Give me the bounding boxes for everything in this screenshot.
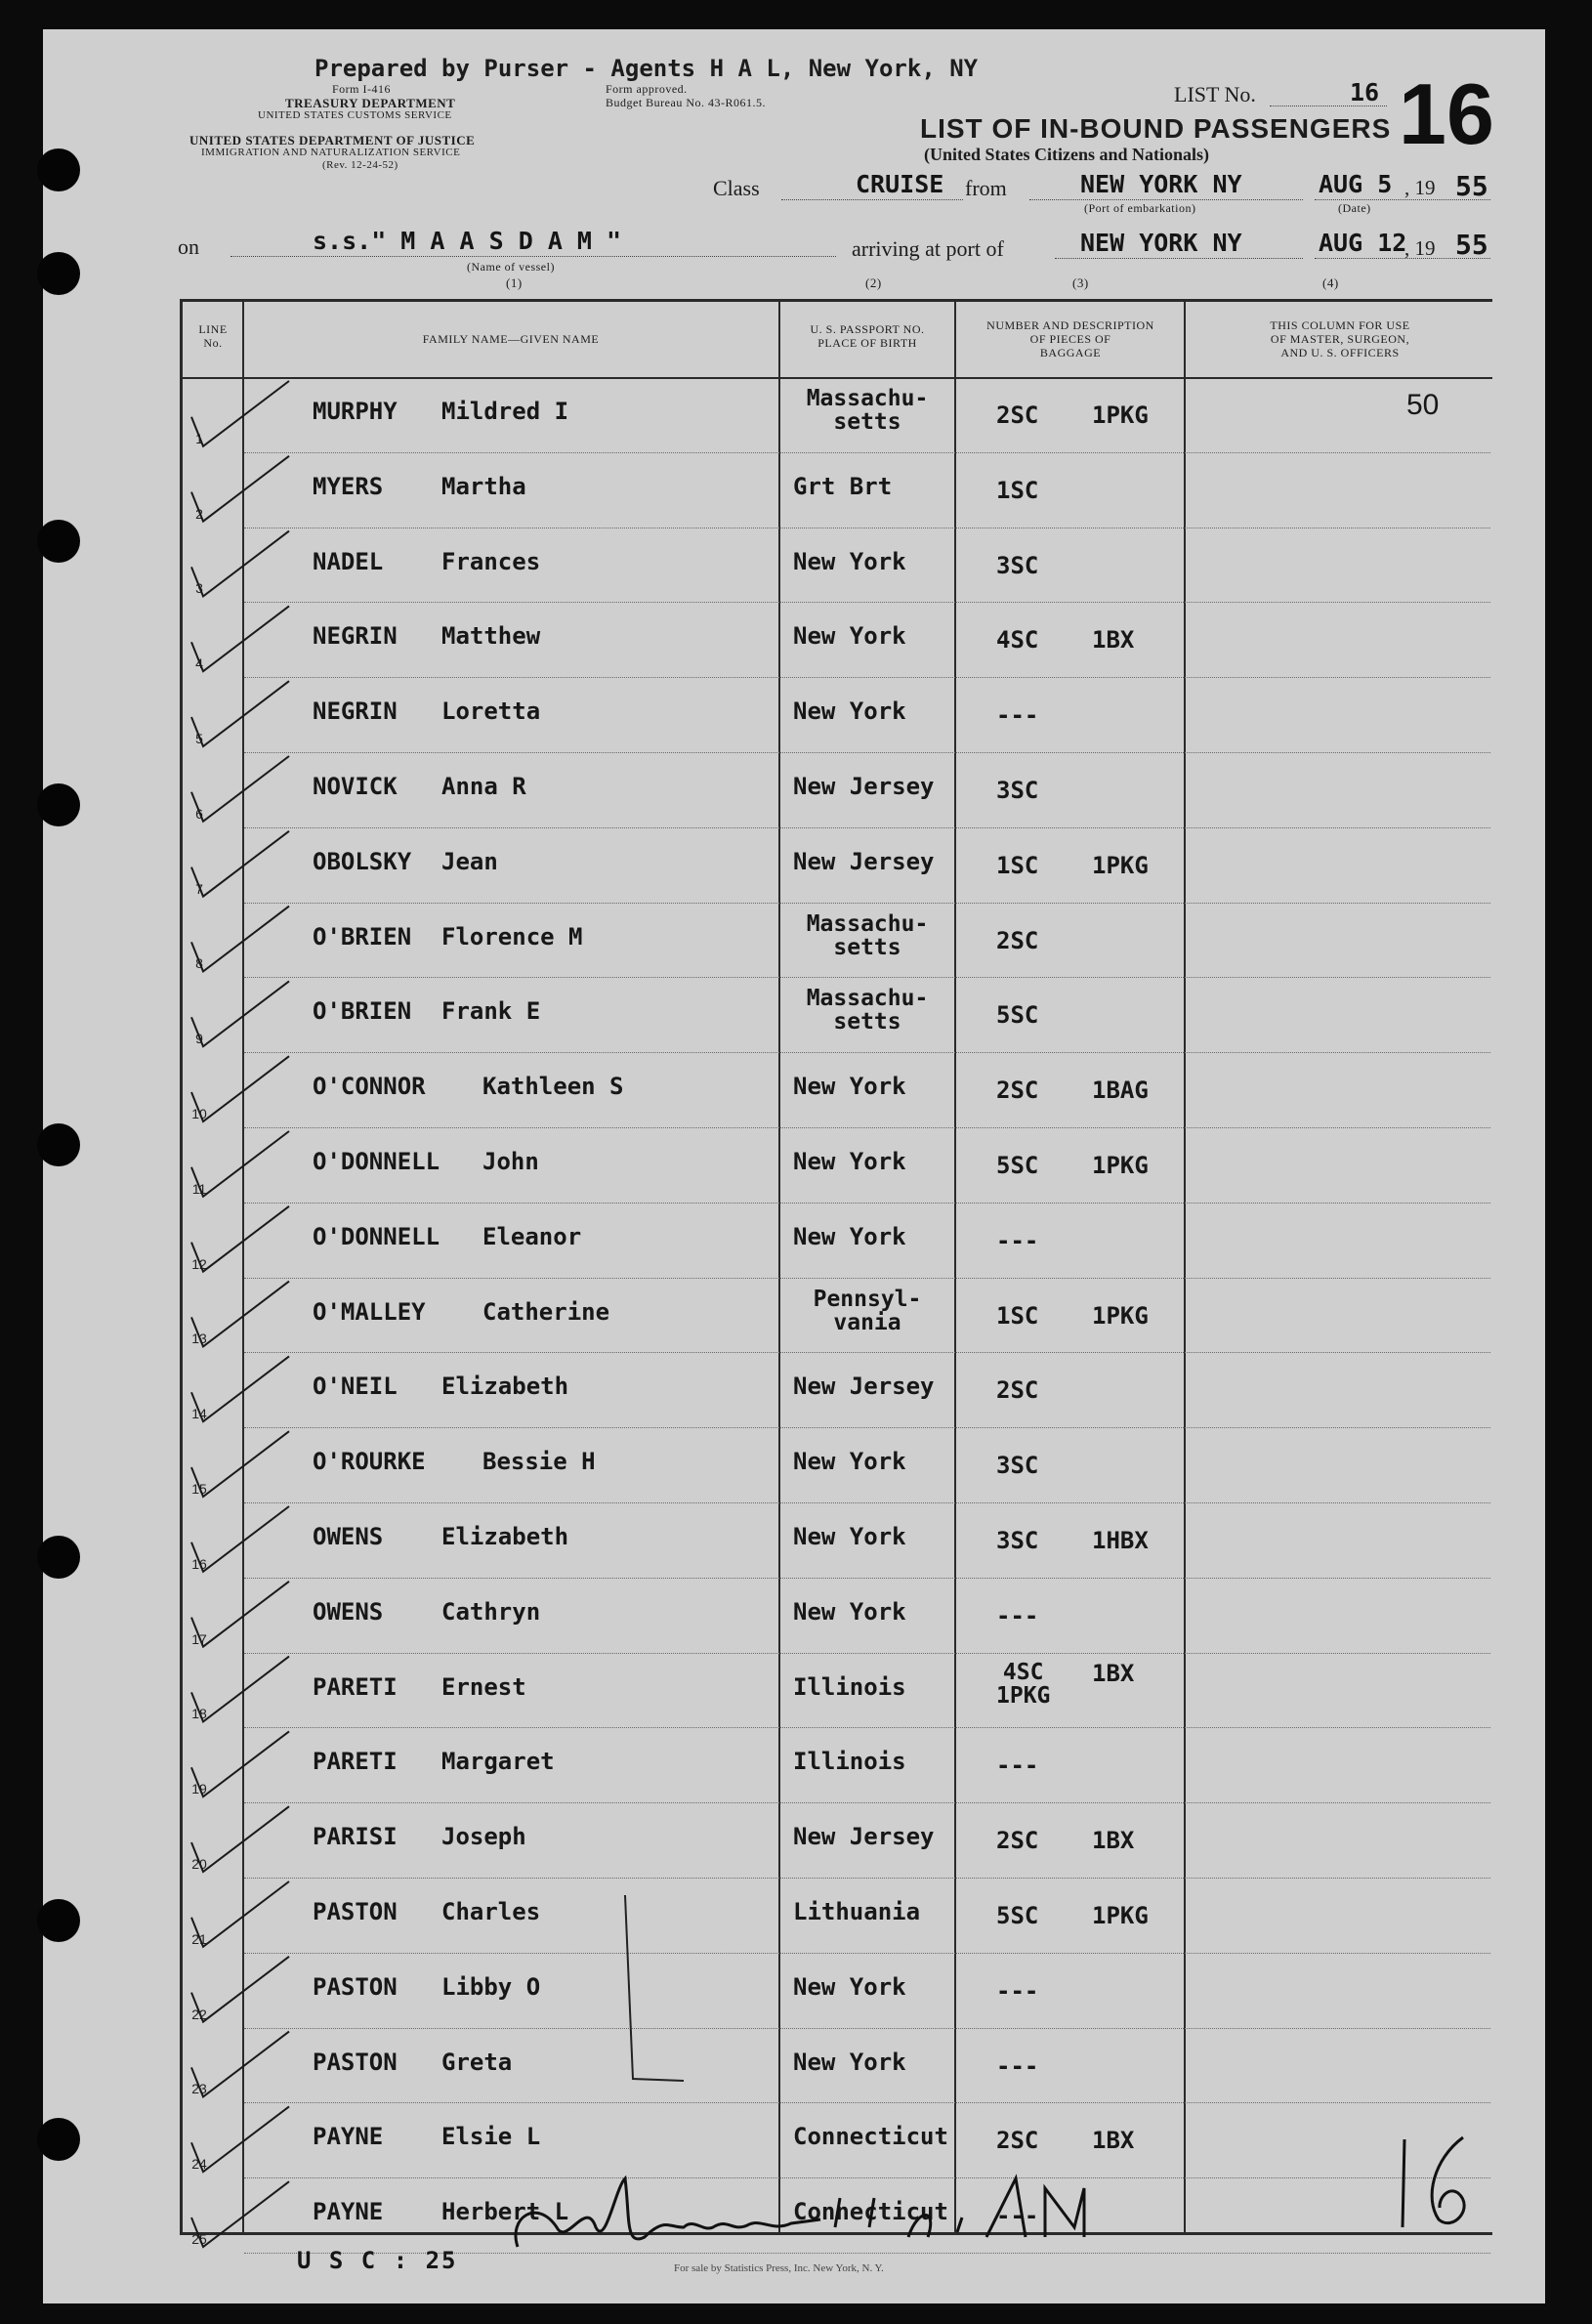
check-mark xyxy=(191,1431,289,1497)
family-name: PAYNE xyxy=(313,2123,384,2151)
family-name: PASTON xyxy=(313,1972,398,2001)
printer-note: For sale by Statistics Press, Inc. New York, N. Y. xyxy=(674,2262,884,2274)
given-name: Kathleen S xyxy=(482,1073,624,1101)
caption-1: (1) xyxy=(506,275,523,290)
line-number: 11 xyxy=(191,1180,207,1197)
given-name: Libby O xyxy=(441,1972,541,2001)
usc-total: U S C : 25 xyxy=(297,2247,458,2274)
baggage-count: 2SC xyxy=(996,1376,1039,1405)
baggage-count: 3SC xyxy=(996,777,1039,804)
form-approved: Form approved. xyxy=(606,82,688,96)
line-number: 23 xyxy=(191,2081,207,2097)
check-mark xyxy=(191,1582,289,1647)
family-name: O'DONNELL xyxy=(313,1222,440,1250)
treasury-dept: TREASURY DEPARTMENT xyxy=(285,96,456,110)
place-of-birth: Connecticut xyxy=(793,2123,948,2151)
place-of-birth: Grt Brt xyxy=(793,472,893,500)
col-name: FAMILY NAME—GIVEN NAME xyxy=(422,332,600,346)
col-passport: U. S. PASSPORT NO. PLACE OF BIRTH xyxy=(810,322,925,350)
caption-3: (3) xyxy=(1072,275,1089,290)
baggage-extra: 1PKG xyxy=(1092,401,1149,429)
given-name: Elizabeth xyxy=(441,1373,569,1401)
check-mark xyxy=(191,981,289,1046)
port-embark: NEW YORK NY xyxy=(1080,170,1242,198)
baggage-extra: 1BX xyxy=(1092,1827,1135,1855)
line-number: 8 xyxy=(195,955,203,972)
line-number: 24 xyxy=(191,2156,207,2173)
place-of-birth: Illinois xyxy=(793,1672,906,1701)
given-name: Cathryn xyxy=(441,1597,541,1626)
check-mark xyxy=(191,1806,289,1872)
baggage-count: --- xyxy=(996,701,1039,730)
ins-service: IMMIGRATION AND NATURALIZATION SERVICE xyxy=(201,147,461,158)
family-name: PARETI xyxy=(313,1748,398,1776)
baggage-count: 5SC xyxy=(996,1152,1039,1179)
family-name: O'MALLEY xyxy=(313,1297,426,1326)
line-number: 15 xyxy=(191,1481,207,1497)
arriving-label: arriving at port of xyxy=(852,236,1004,261)
place-of-birth: New York xyxy=(793,1148,906,1175)
check-mark xyxy=(191,1881,289,1947)
col-baggage: NUMBER AND DESCRIPTION OF PIECES OF BAGGAGE xyxy=(986,318,1154,359)
family-name: PASTON xyxy=(313,1898,398,1925)
on-label: on xyxy=(178,234,199,259)
baggage-count: --- xyxy=(996,1752,1039,1780)
line-number: 14 xyxy=(191,1406,207,1422)
line-number: 21 xyxy=(191,1930,207,1947)
arrival-port: NEW YORK NY xyxy=(1080,229,1242,257)
family-name: MYERS xyxy=(313,472,384,500)
check-mark xyxy=(191,1506,289,1572)
place-of-birth: New York xyxy=(793,622,906,651)
line-number: 17 xyxy=(191,1630,207,1647)
baggage-count: 2SC xyxy=(996,1077,1039,1105)
place-of-birth: New York xyxy=(793,1972,906,2001)
baggage-extra: 1HBX xyxy=(1092,1527,1149,1554)
baggage-count: --- xyxy=(996,1976,1039,2005)
arrival-date: AUG 12 xyxy=(1319,229,1407,257)
prepared-by: Prepared by Purser - Agents H A L, New York, NY xyxy=(314,55,979,82)
baggage-count: 4SC 1PKG xyxy=(996,1659,1051,1709)
caption-4: (4) xyxy=(1322,275,1339,290)
family-name: MURPHY xyxy=(313,398,398,425)
given-name: Catherine xyxy=(482,1297,610,1326)
baggage-count: 1SC xyxy=(996,476,1039,504)
family-name: O'BRIEN xyxy=(313,922,412,951)
place-of-birth: New Jersey xyxy=(793,847,935,875)
line-number: 22 xyxy=(191,2006,207,2022)
check-mark xyxy=(191,1056,289,1121)
baggage-count: 1SC xyxy=(996,1301,1039,1330)
baggage-count: 3SC xyxy=(996,551,1039,579)
baggage-count: 2SC xyxy=(996,926,1039,954)
given-name: Anna R xyxy=(441,773,526,800)
family-bracket xyxy=(625,1895,684,2081)
baggage-extra: 1PKG xyxy=(1092,1902,1149,1929)
justice-dept: UNITED STATES DEPARTMENT OF JUSTICE xyxy=(189,133,476,148)
baggage-count: 4SC xyxy=(996,626,1039,655)
baggage-count: 3SC xyxy=(996,1452,1039,1480)
place-of-birth: Lithuania xyxy=(793,1898,921,1925)
line-number: 4 xyxy=(195,655,203,672)
vessel-caption: (Name of vessel) xyxy=(467,260,555,274)
place-of-birth: New Jersey xyxy=(793,1373,935,1401)
revision: (Rev. 12-24-52) xyxy=(322,159,398,171)
place-of-birth: New Jersey xyxy=(793,1823,935,1851)
place-of-birth: Massachu- setts xyxy=(806,910,929,960)
line-number: 9 xyxy=(195,1031,203,1047)
place-of-birth: New York xyxy=(793,697,906,726)
check-mark xyxy=(191,456,289,522)
baggage-count: 5SC xyxy=(996,1902,1039,1929)
baggage-extra: 1PKG xyxy=(1092,1152,1149,1179)
check-mark xyxy=(191,756,289,822)
check-mark xyxy=(191,907,289,972)
baggage-count: 2SC xyxy=(996,1827,1039,1855)
check-mark xyxy=(191,1282,289,1347)
given-name: Ernest xyxy=(441,1672,526,1701)
port-embark-caption: (Port of embarkation) xyxy=(1084,201,1196,215)
line-number: 13 xyxy=(191,1331,207,1347)
baggage-count: 5SC xyxy=(996,1001,1039,1030)
line-number: 19 xyxy=(191,1781,207,1797)
baggage-extra: 1BX xyxy=(1092,2127,1135,2155)
baggage-count: 1SC xyxy=(996,851,1039,879)
check-mark xyxy=(191,1356,289,1421)
baggage-extra: 1BX xyxy=(1092,1659,1135,1687)
family-name: NOVICK xyxy=(313,773,398,800)
line-number: 6 xyxy=(195,805,203,822)
arrival-year-prefix: , 19 xyxy=(1404,236,1436,260)
embark-year-prefix: , 19 xyxy=(1404,176,1436,199)
family-name: PAYNE xyxy=(313,2198,384,2226)
line-number: 3 xyxy=(195,580,203,597)
check-mark xyxy=(191,1657,289,1722)
line-number: 2 xyxy=(195,505,203,522)
given-name: Charles xyxy=(441,1898,541,1925)
from-label: from xyxy=(965,176,1007,200)
check-mark xyxy=(191,381,289,446)
given-name: Margaret xyxy=(441,1748,555,1776)
form-title: LIST OF IN-BOUND PASSENGERS xyxy=(920,113,1392,144)
baggage-count: --- xyxy=(996,2051,1039,2080)
check-mark xyxy=(191,2032,289,2097)
family-name: NADEL xyxy=(313,547,384,575)
place-of-birth: New York xyxy=(793,1523,906,1550)
date-caption: (Date) xyxy=(1338,201,1371,215)
place-of-birth: Connecticut xyxy=(793,2198,948,2226)
given-name: Greta xyxy=(441,2048,513,2076)
line-number: 5 xyxy=(195,731,203,746)
line-number: 25 xyxy=(191,2231,207,2247)
baggage-count: --- xyxy=(996,1601,1039,1629)
check-mark xyxy=(191,681,289,746)
given-name: Joseph xyxy=(441,1823,526,1851)
place-of-birth: New York xyxy=(793,1222,906,1250)
given-name: Jean xyxy=(441,847,498,875)
place-of-birth: New Jersey xyxy=(793,773,935,800)
baggage-count: --- xyxy=(996,2202,1039,2230)
customs-service: UNITED STATES CUSTOMS SERVICE xyxy=(258,109,452,121)
baggage-count: 3SC xyxy=(996,1527,1039,1554)
baggage-extra: 1PKG xyxy=(1092,1301,1149,1330)
baggage-count: 2SC xyxy=(996,2127,1039,2155)
baggage-extra: 1BX xyxy=(1092,626,1135,655)
line-number: 10 xyxy=(191,1106,207,1121)
given-name: Eleanor xyxy=(482,1222,582,1250)
check-mark xyxy=(191,2181,289,2247)
given-name: Herbert L xyxy=(441,2198,569,2226)
given-name: Frank E xyxy=(441,997,541,1026)
family-name: OWENS xyxy=(313,1523,384,1550)
family-name: O'CONNOR xyxy=(313,1073,426,1101)
family-name: PASTON xyxy=(313,2048,398,2076)
place-of-birth: Massachu- setts xyxy=(806,986,929,1035)
officer-note: 50 xyxy=(1406,389,1440,421)
line-number: 18 xyxy=(191,1706,207,1722)
family-name: NEGRIN xyxy=(313,622,398,651)
place-of-birth: Massachu- setts xyxy=(806,386,929,435)
baggage-extra: 1PKG xyxy=(1092,851,1149,879)
family-name: O'NEIL xyxy=(313,1373,398,1401)
line-number: 20 xyxy=(191,1856,207,1872)
line-number: 7 xyxy=(195,880,203,897)
list-big-number: 16 xyxy=(1399,65,1494,162)
family-name: NEGRIN xyxy=(313,697,398,726)
place-of-birth: New York xyxy=(793,2048,906,2076)
family-name: O'ROURKE xyxy=(313,1448,426,1476)
given-name: John xyxy=(482,1148,539,1175)
family-name: PARISI xyxy=(313,1823,398,1851)
family-name: OBOLSKY xyxy=(313,847,412,875)
form-number: Form I-416 xyxy=(332,82,391,96)
baggage-count: 2SC xyxy=(996,401,1039,429)
place-of-birth: New York xyxy=(793,547,906,575)
given-name: Florence M xyxy=(441,922,583,951)
form-subtitle: (United States Citizens and Nationals) xyxy=(924,145,1210,164)
family-name: O'BRIEN xyxy=(313,997,412,1026)
check-mark xyxy=(191,1206,289,1272)
given-name: Mildred I xyxy=(441,398,569,425)
class-value: CRUISE xyxy=(856,170,944,198)
list-no-value: 16 xyxy=(1350,78,1380,106)
baggage-count: --- xyxy=(996,1226,1039,1254)
place-of-birth: Illinois xyxy=(793,1748,906,1776)
place-of-birth: New York xyxy=(793,1597,906,1626)
given-name: Elsie L xyxy=(441,2123,541,2151)
check-mark xyxy=(191,1131,289,1197)
family-name: O'DONNELL xyxy=(313,1148,440,1175)
embark-date: AUG 5 xyxy=(1319,170,1393,198)
given-name: Frances xyxy=(441,547,541,575)
family-name: OWENS xyxy=(313,1597,384,1626)
given-name: Elizabeth xyxy=(441,1523,569,1550)
given-name: Bessie H xyxy=(482,1448,596,1476)
col-officers: THIS COLUMN FOR USE OF MASTER, SURGEON, AND U. S. OFFICERS xyxy=(1270,318,1410,359)
check-mark xyxy=(191,2106,289,2172)
col-line-no: LINE No. xyxy=(198,322,228,350)
check-mark xyxy=(191,1957,289,2022)
line-number: 1 xyxy=(195,430,203,446)
given-name: Loretta xyxy=(441,697,541,726)
list-no-label: LIST No. xyxy=(1174,82,1256,106)
line-number: 12 xyxy=(191,1255,207,1272)
place-of-birth: New York xyxy=(793,1448,906,1476)
baggage-extra: 1BAG xyxy=(1092,1077,1149,1105)
embark-year: 55 xyxy=(1455,170,1488,202)
place-of-birth: New York xyxy=(793,1073,906,1101)
check-mark xyxy=(191,606,289,671)
check-mark xyxy=(191,1731,289,1796)
family-name: PARETI xyxy=(313,1672,398,1701)
place-of-birth: Pennsyl- vania xyxy=(813,1286,922,1335)
given-name: Matthew xyxy=(441,622,541,651)
class-label: Class xyxy=(713,176,760,200)
vessel-name: s.s." M A A S D A M " xyxy=(313,227,622,255)
given-name: Martha xyxy=(441,472,526,500)
budget-bureau: Budget Bureau No. 43-R061.5. xyxy=(606,96,766,109)
caption-2: (2) xyxy=(865,275,882,290)
arrival-year: 55 xyxy=(1455,229,1488,261)
check-mark xyxy=(191,531,289,597)
check-mark xyxy=(191,831,289,897)
line-number: 16 xyxy=(191,1555,207,1572)
